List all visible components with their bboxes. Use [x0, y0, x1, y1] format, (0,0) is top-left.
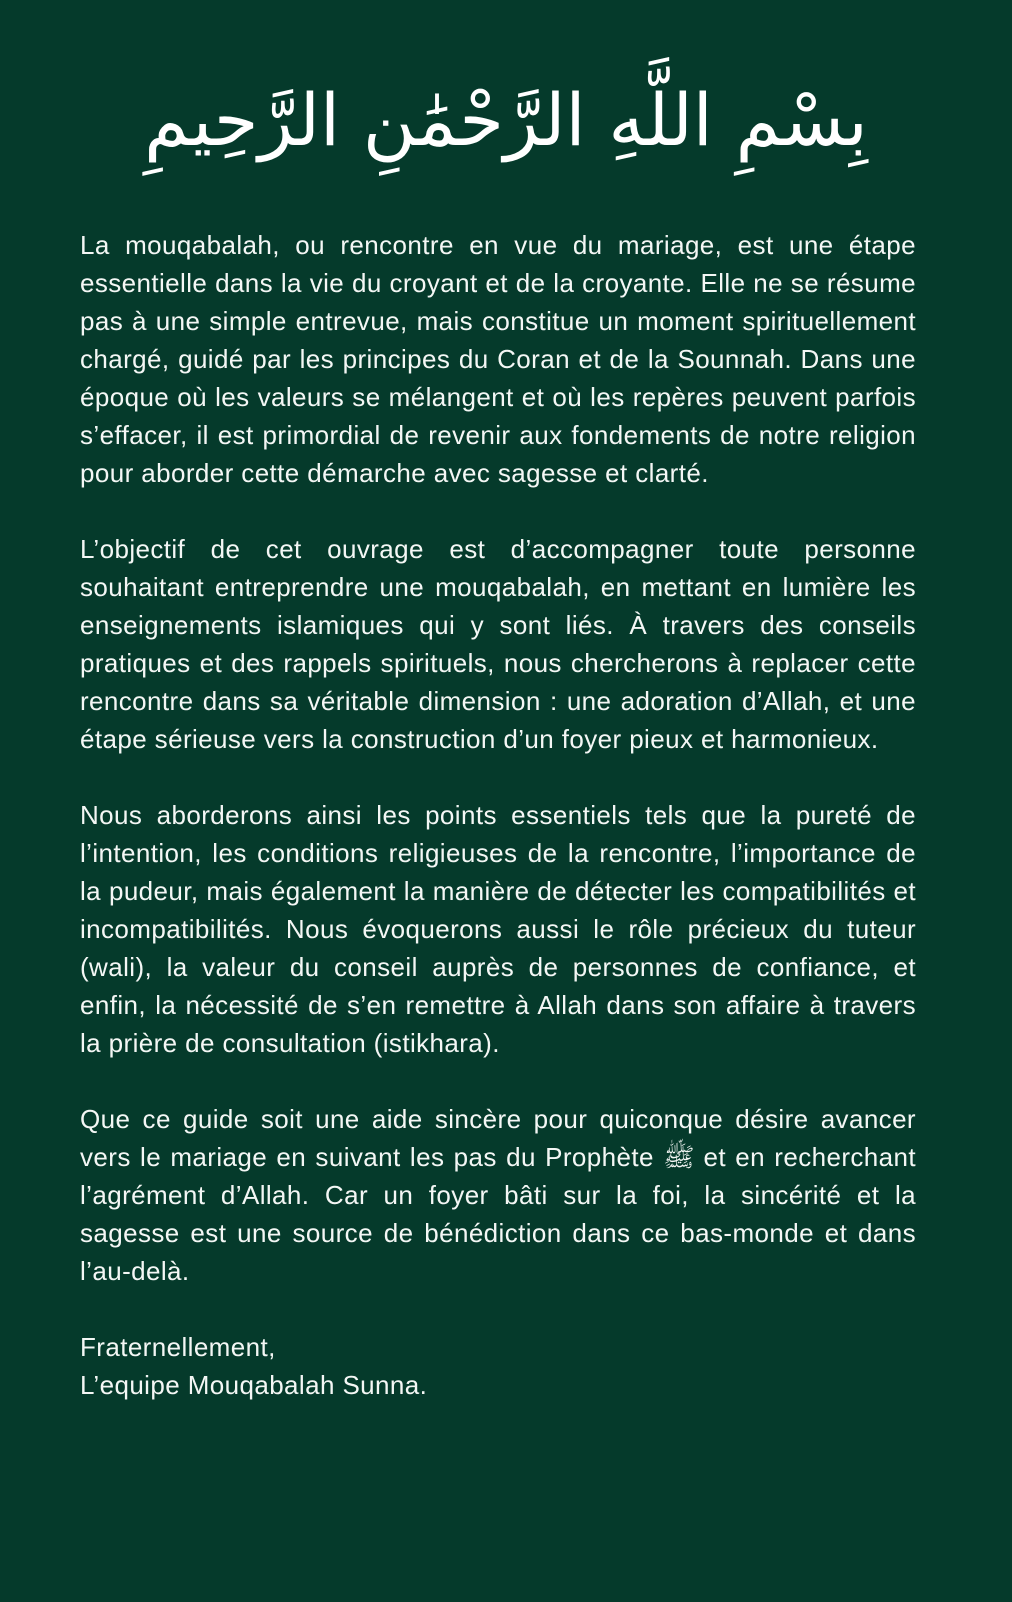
paragraph-topics: Nous aborderons ainsi les points essentiels tels que la pureté de l’intention, les conditions religieuses de la rencontre, l’importance de la pudeur, mais également la manière de détecter les compatibilités et incompatibilités. Nous évoquerons aussi le rôle précieux du tuteur (wali), la valeur du conseil auprès de personnes de confiance, et enfin, la nécessité de s’en remettre à Allah dans son affaire à travers la prière de consultation (istikhara). [80, 800, 916, 1058]
signature-author: L’equipe Mouqabalah Sunna. [80, 1370, 428, 1400]
signature-closing: Fraternellement, [80, 1332, 276, 1362]
paragraph-intro: La mouqabalah, ou rencontre en vue du mariage, est une étape essentielle dans la vie du croyant et de la croyante. Elle ne se résume pas à une simple entrevue, mais constitue un moment spirituellement chargé, guidé par les principes du Coran et de la Sounnah. Dans une époque où les valeurs se mélangent et où les repères peuvent parfois s’effacer, il est primordial de revenir aux fondements de notre religion pour aborder cette démarche avec sagesse et clarté. [80, 230, 916, 488]
paragraph-objective: L’objectif de cet ouvrage est d’accompagner toute personne souhaitant entreprendre une mouqabalah, en mettant en lumière les enseignements islamiques qui y sont liés. À travers des conseils pratiques et des rappels spirituels, nous chercherons à replacer cette rencontre dans sa véritable dimension : une adoration d’Allah, et une étape sérieuse vers la construction d’un foyer pieux et harmonieux. [80, 534, 916, 754]
document-body [80, 226, 916, 1404]
paragraph-closing-wish: Que ce guide soit une aide sincère pour quiconque désire avancer vers le mariage en suivant les pas du Prophète ﷺ et en recherchant l’agrément d’Allah. Car un foyer bâti sur la foi, la sincérité et la sagesse est une source de bénédiction dans ce bas-monde et dans l’au-delà. [80, 1104, 917, 1286]
bismillah-heading: بِسْمِ اللَّهِ الرَّحْمَٰنِ الرَّحِيمِ [144, 78, 868, 162]
